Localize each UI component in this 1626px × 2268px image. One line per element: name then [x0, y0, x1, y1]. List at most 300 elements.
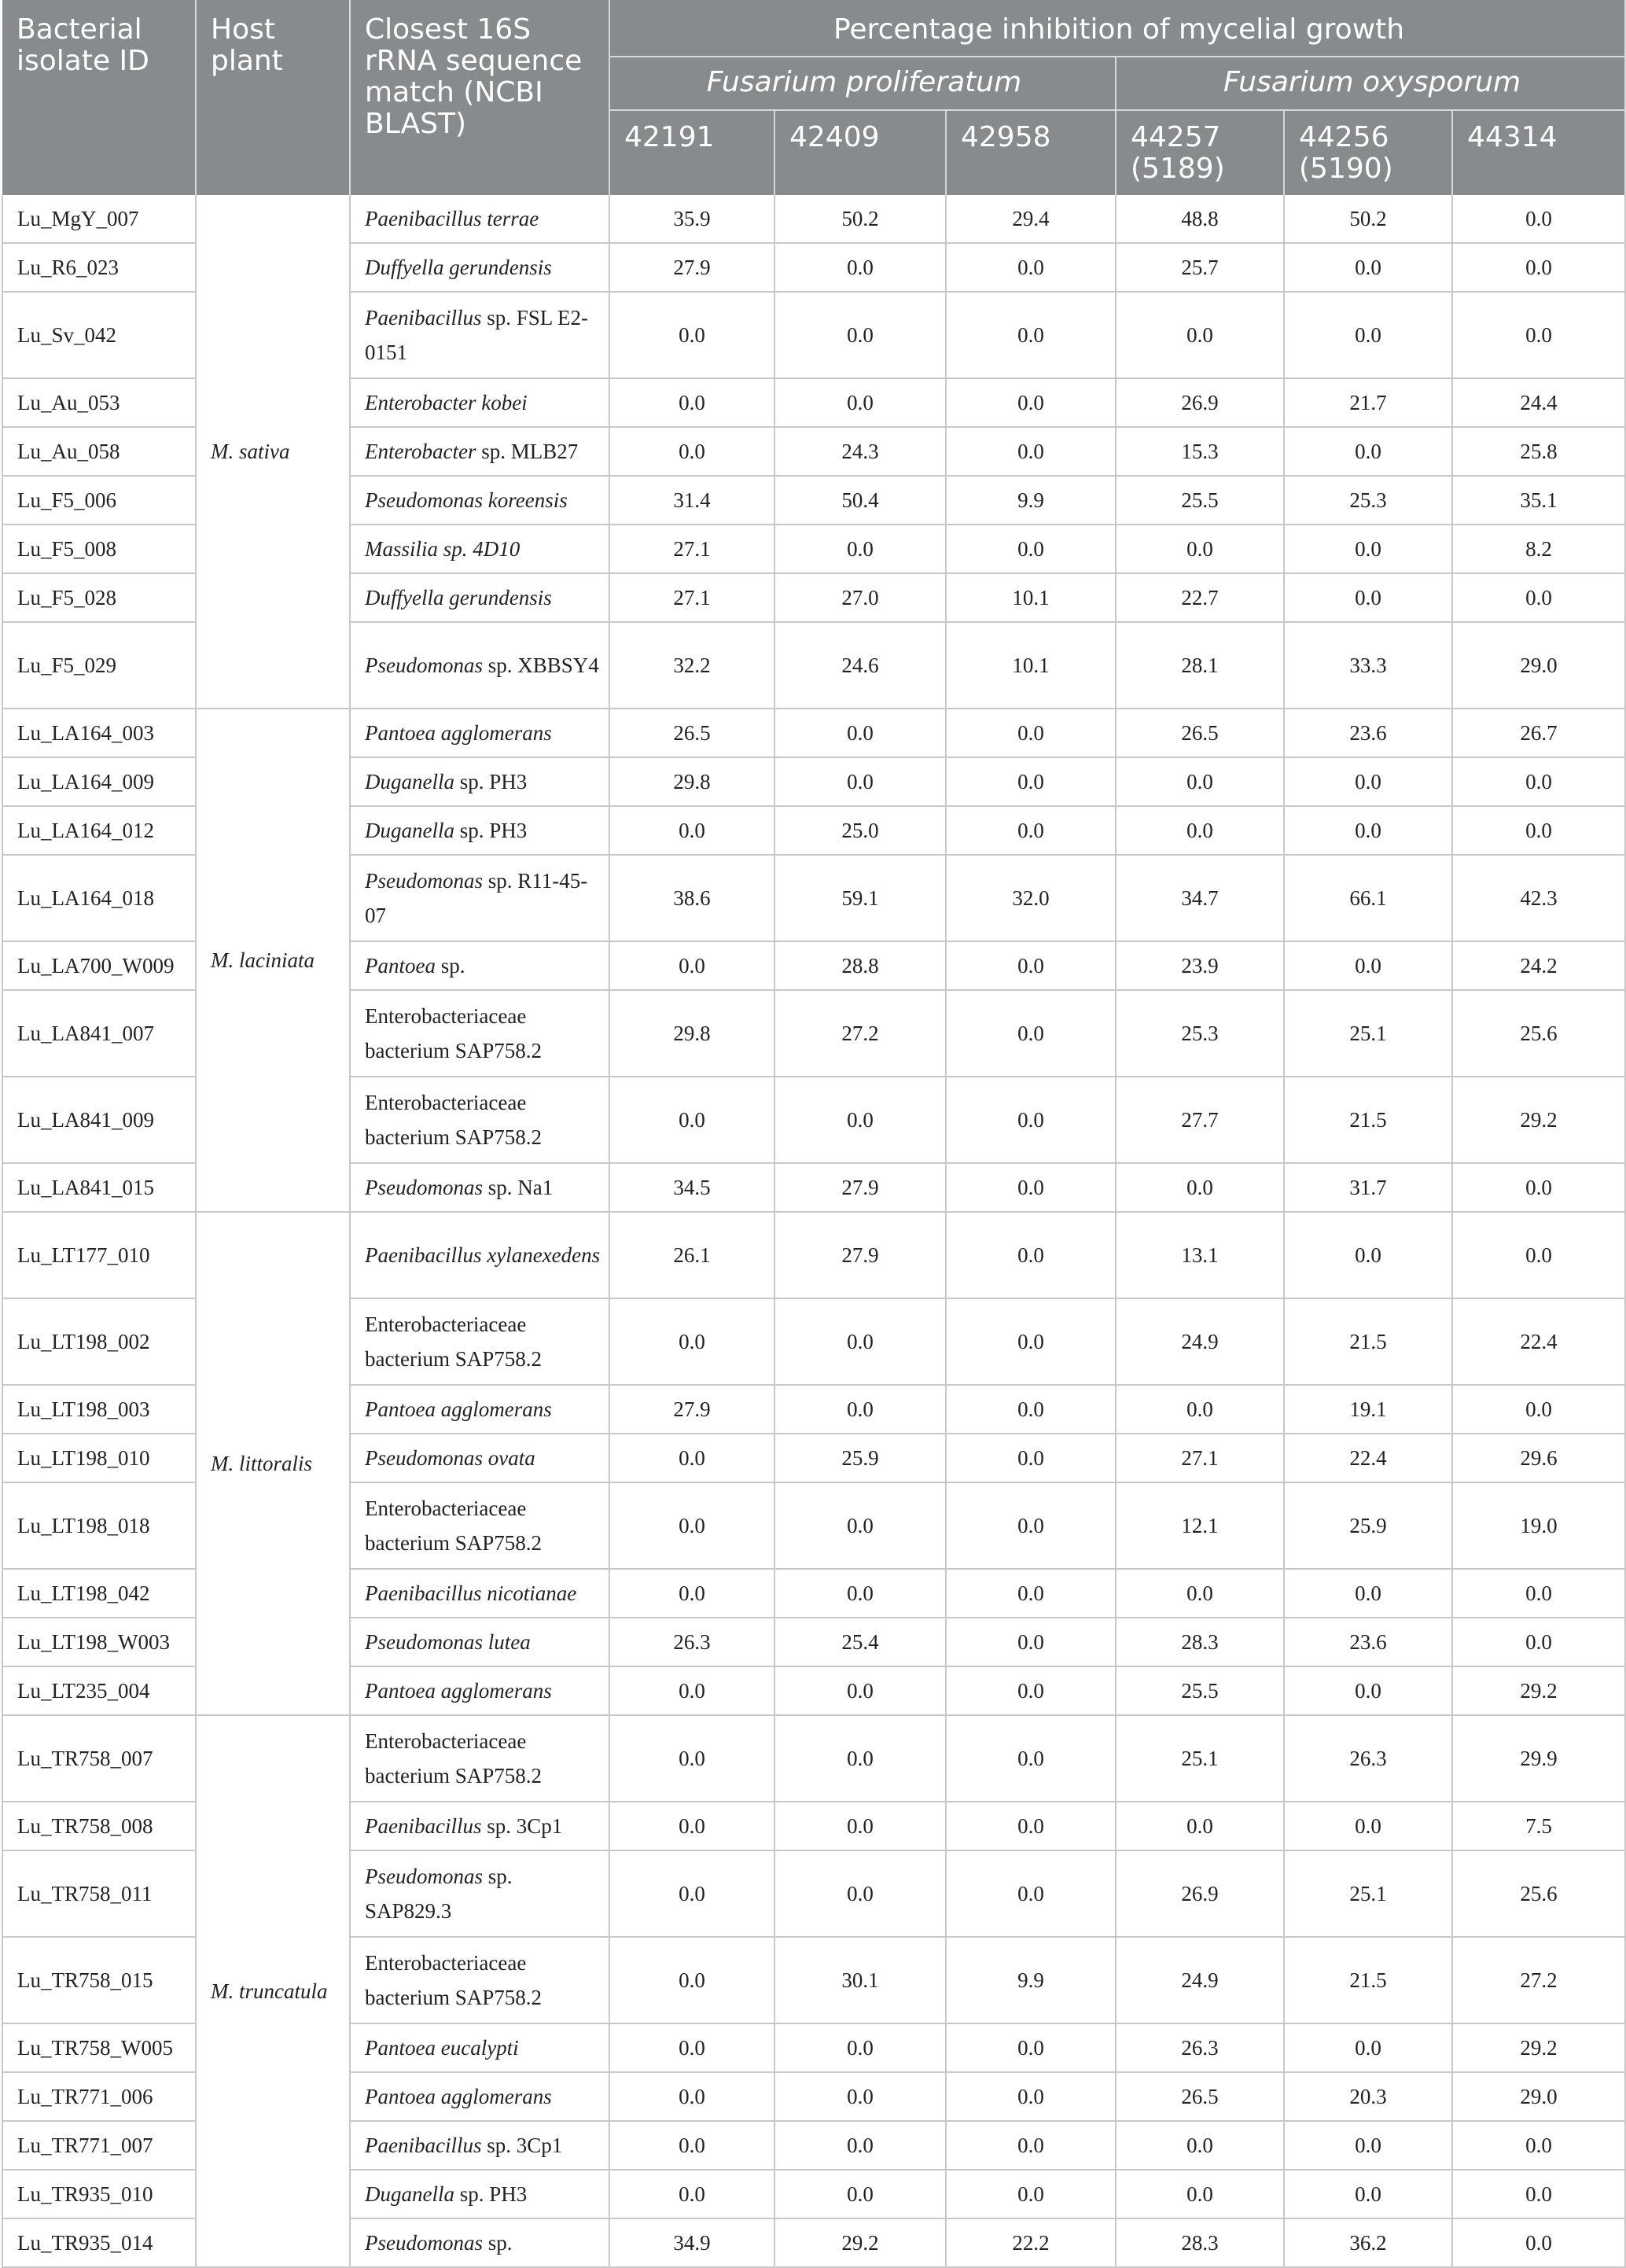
- inhibition-value-cell: 0.0: [946, 1666, 1116, 1715]
- inhibition-value-cell: 29.0: [1452, 2072, 1625, 2121]
- inhibition-value-cell: 36.2: [1284, 2218, 1452, 2267]
- inhibition-value-cell: 19.1: [1284, 1385, 1452, 1434]
- host-plant-cell: M. littoralis: [196, 1212, 350, 1715]
- inhibition-value-cell: 35.1: [1452, 476, 1625, 525]
- inhibition-value-cell: 0.0: [946, 1569, 1116, 1618]
- isolate-id-cell: Lu_F5_006: [2, 476, 196, 525]
- inhibition-value-cell: 0.0: [609, 2072, 774, 2121]
- inhibition-value-cell: 28.1: [1116, 622, 1284, 709]
- inhibition-value-cell: 0.0: [946, 2072, 1116, 2121]
- inhibition-value-cell: 27.9: [774, 1212, 946, 1298]
- inhibition-value-cell: 26.3: [1116, 2023, 1284, 2072]
- inhibition-value-cell: 34.9: [609, 2218, 774, 2267]
- inhibition-value-cell: 29.0: [1452, 622, 1625, 709]
- inhibition-value-cell: 9.9: [946, 476, 1116, 525]
- inhibition-value-cell: 24.6: [774, 622, 946, 709]
- sequence-match-cell: [350, 622, 609, 709]
- sequence-match-cell: [350, 427, 609, 476]
- inhibition-value-cell: 25.0: [774, 806, 946, 855]
- inhibition-value-cell: 0.0: [946, 709, 1116, 757]
- inhibition-value-cell: 0.0: [1452, 292, 1625, 378]
- inhibition-value-cell: 25.3: [1284, 476, 1452, 525]
- sequence-match-cell: [350, 2121, 609, 2170]
- isolate-id-cell: Lu_F5_028: [2, 573, 196, 622]
- sequence-match-cell: [350, 806, 609, 855]
- isolate-id-cell: Lu_LA164_009: [2, 757, 196, 806]
- inhibition-value-cell: 0.0: [774, 2170, 946, 2218]
- inhibition-value-cell: 0.0: [774, 709, 946, 757]
- sequence-match-cell: [350, 2072, 609, 2121]
- inhibition-value-cell: 0.0: [609, 1715, 774, 1802]
- taxon-qualifier: Enterobacteriaceae bacterium SAP758.2: [365, 1004, 542, 1062]
- header-species-oxysporum: Fusarium oxysporum: [1116, 57, 1625, 110]
- inhibition-value-cell: 27.9: [609, 1385, 774, 1434]
- inhibition-value-cell: 0.0: [1116, 806, 1284, 855]
- inhibition-value-cell: 24.9: [1116, 1298, 1284, 1385]
- inhibition-value-cell: 0.0: [1452, 1618, 1625, 1666]
- isolate-id-cell: Lu_LA164_012: [2, 806, 196, 855]
- inhibition-value-cell: 0.0: [774, 757, 946, 806]
- table-row: [2, 1715, 1625, 1802]
- inhibition-value-cell: 26.5: [1116, 2072, 1284, 2121]
- sequence-match-cell: [350, 709, 609, 757]
- inhibition-value-cell: 50.4: [774, 476, 946, 525]
- header-sequence-match: Closest 16S rRNA sequence match (NCBI BLAST): [350, 0, 609, 195]
- taxon-name: Pseudomonas: [365, 654, 483, 677]
- header-strain: 44256 (5190): [1284, 110, 1452, 195]
- isolate-id-cell: Lu_LT198_W003: [2, 1618, 196, 1666]
- inhibition-value-cell: 0.0: [774, 243, 946, 292]
- inhibition-value-cell: 0.0: [774, 2072, 946, 2121]
- inhibition-value-cell: 0.0: [946, 1298, 1116, 1385]
- inhibition-value-cell: 0.0: [609, 2023, 774, 2072]
- sequence-match-cell: [350, 1212, 609, 1298]
- inhibition-value-cell: 0.0: [946, 2023, 1116, 2072]
- inhibition-value-cell: 26.1: [609, 1212, 774, 1298]
- inhibition-value-cell: 0.0: [1116, 2121, 1284, 2170]
- inhibition-value-cell: 0.0: [946, 1163, 1116, 1212]
- inhibition-value-cell: 22.4: [1452, 1298, 1625, 1385]
- inhibition-value-cell: 0.0: [946, 427, 1116, 476]
- inhibition-value-cell: 0.0: [946, 941, 1116, 990]
- inhibition-value-cell: 0.0: [774, 378, 946, 427]
- taxon-name: Pantoea agglomerans: [365, 1679, 552, 1703]
- inhibition-value-cell: 27.2: [774, 990, 946, 1077]
- inhibition-value-cell: 0.0: [1452, 806, 1625, 855]
- inhibition-value-cell: 0.0: [609, 1937, 774, 2023]
- sequence-match-cell: [350, 757, 609, 806]
- inhibition-value-cell: 25.9: [1284, 1482, 1452, 1569]
- inhibition-value-cell: 0.0: [609, 292, 774, 378]
- inhibition-value-cell: 19.0: [1452, 1482, 1625, 1569]
- taxon-qualifier: sp.: [483, 2231, 513, 2255]
- isolate-id-cell: Lu_LA841_009: [2, 1077, 196, 1163]
- inhibition-value-cell: 21.5: [1284, 1298, 1452, 1385]
- inhibition-value-cell: 0.0: [1452, 243, 1625, 292]
- taxon-qualifier: Enterobacteriaceae bacterium SAP758.2: [365, 1951, 542, 2009]
- sequence-match-cell: [350, 941, 609, 990]
- sequence-match-cell: [350, 1077, 609, 1163]
- inhibition-value-cell: 0.0: [1452, 1385, 1625, 1434]
- isolate-id-cell: Lu_LT198_003: [2, 1385, 196, 1434]
- header-species-proliferatum: Fusarium proliferatum: [609, 57, 1116, 110]
- inhibition-value-cell: 29.2: [774, 2218, 946, 2267]
- inhibition-value-cell: 0.0: [774, 1569, 946, 1618]
- isolate-id-cell: Lu_LA164_018: [2, 855, 196, 941]
- inhibition-value-cell: 7.5: [1452, 1802, 1625, 1850]
- isolate-id-cell: Lu_LA841_007: [2, 990, 196, 1077]
- inhibition-value-cell: 23.6: [1284, 709, 1452, 757]
- isolate-id-cell: Lu_LT198_018: [2, 1482, 196, 1569]
- header-inhibition-group: Percentage inhibition of mycelial growth: [609, 0, 1625, 57]
- inhibition-value-cell: 0.0: [1284, 1212, 1452, 1298]
- inhibition-value-cell: 29.8: [609, 757, 774, 806]
- inhibition-value-cell: 10.1: [946, 622, 1116, 709]
- sequence-match-cell: [350, 1937, 609, 2023]
- taxon-name: Paenibacillus: [365, 2134, 482, 2157]
- header-strain: 44257 (5189): [1116, 110, 1284, 195]
- taxon-name: Paenibacillus terrae: [365, 207, 539, 230]
- inhibition-value-cell: 0.0: [609, 1666, 774, 1715]
- taxon-qualifier: sp. 3Cp1: [481, 2134, 563, 2157]
- inhibition-value-cell: 25.1: [1284, 1850, 1452, 1937]
- sequence-match-cell: [350, 573, 609, 622]
- isolate-id-cell: Lu_F5_029: [2, 622, 196, 709]
- inhibition-value-cell: 0.0: [1116, 1385, 1284, 1434]
- isolate-id-cell: Lu_Au_058: [2, 427, 196, 476]
- inhibition-value-cell: 0.0: [609, 427, 774, 476]
- inhibition-value-cell: 26.7: [1452, 709, 1625, 757]
- inhibition-value-cell: 29.8: [609, 990, 774, 1077]
- sequence-match-cell: [350, 1715, 609, 1802]
- table-body: [2, 195, 1625, 2267]
- inhibition-value-cell: 26.5: [609, 709, 774, 757]
- taxon-name: Duffyella gerundensis: [365, 586, 552, 609]
- inhibition-value-cell: 25.3: [1116, 990, 1284, 1077]
- taxon-qualifier: sp. PH3: [454, 770, 528, 793]
- inhibition-value-cell: 27.2: [1452, 1937, 1625, 2023]
- taxon-name: Paenibacillus: [365, 1814, 482, 1838]
- inhibition-value-cell: 28.3: [1116, 1618, 1284, 1666]
- sequence-match-cell: [350, 1385, 609, 1434]
- inhibition-value-cell: 0.0: [946, 1434, 1116, 1482]
- taxon-qualifier: Enterobacteriaceae bacterium SAP758.2: [365, 1313, 542, 1371]
- taxon-name: Duganella: [365, 770, 454, 793]
- isolate-id-cell: Lu_LA700_W009: [2, 941, 196, 990]
- inhibition-value-cell: 27.0: [774, 573, 946, 622]
- inhibition-value-cell: 26.3: [609, 1618, 774, 1666]
- taxon-qualifier: sp. MLB27: [476, 440, 579, 463]
- sequence-match-cell: [350, 2023, 609, 2072]
- inhibition-value-cell: 29.6: [1452, 1434, 1625, 1482]
- sequence-match-cell: [350, 1434, 609, 1482]
- taxon-name: Paenibacillus: [365, 306, 482, 330]
- inhibition-value-cell: 0.0: [1452, 1569, 1625, 1618]
- inhibition-value-cell: 0.0: [609, 1434, 774, 1482]
- inhibition-value-cell: 25.6: [1452, 1850, 1625, 1937]
- taxon-name: Paenibacillus xylanexedens: [365, 1243, 601, 1267]
- sequence-match-cell: [350, 1569, 609, 1618]
- taxon-qualifier: Enterobacteriaceae bacterium SAP758.2: [365, 1091, 542, 1149]
- inhibition-value-cell: 0.0: [1452, 2170, 1625, 2218]
- taxon-qualifier: sp. Na1: [483, 1176, 554, 1199]
- taxon-name: Pantoea: [365, 954, 436, 978]
- inhibition-value-cell: 34.7: [1116, 855, 1284, 941]
- taxon-qualifier: Enterobacteriaceae bacterium SAP758.2: [365, 1497, 542, 1555]
- sequence-match-cell: [350, 1618, 609, 1666]
- table-row: [2, 709, 1625, 757]
- inhibition-value-cell: 0.0: [946, 2170, 1116, 2218]
- inhibition-value-cell: 25.4: [774, 1618, 946, 1666]
- inhibition-value-cell: 25.7: [1116, 243, 1284, 292]
- taxon-name: Massilia sp. 4D10: [365, 537, 521, 561]
- taxon-name: Pantoea eucalypti: [365, 2036, 519, 2060]
- inhibition-value-cell: 29.9: [1452, 1715, 1625, 1802]
- isolate-id-cell: Lu_LT198_010: [2, 1434, 196, 1482]
- inhibition-value-cell: 0.0: [609, 806, 774, 855]
- inhibition-value-cell: 0.0: [1116, 1163, 1284, 1212]
- inhibition-value-cell: 0.0: [946, 1385, 1116, 1434]
- taxon-qualifier: Enterobacteriaceae bacterium SAP758.2: [365, 1729, 542, 1788]
- sequence-match-cell: [350, 378, 609, 427]
- sequence-match-cell: [350, 2170, 609, 2218]
- inhibition-value-cell: 0.0: [946, 806, 1116, 855]
- inhibition-value-cell: 42.3: [1452, 855, 1625, 941]
- inhibition-value-cell: 9.9: [946, 1937, 1116, 2023]
- inhibition-value-cell: 20.3: [1284, 2072, 1452, 2121]
- header-strain: 42191: [609, 110, 774, 195]
- inhibition-value-cell: 0.0: [609, 1077, 774, 1163]
- sequence-match-cell: [350, 2218, 609, 2267]
- taxon-name: Pantoea agglomerans: [365, 2085, 552, 2108]
- inhibition-value-cell: 0.0: [609, 378, 774, 427]
- isolate-id-cell: Lu_MgY_007: [2, 195, 196, 243]
- taxon-name: Enterobacter: [365, 440, 476, 463]
- sequence-match-cell: [350, 1666, 609, 1715]
- inhibition-value-cell: 0.0: [1116, 292, 1284, 378]
- taxon-qualifier: sp. FSL E2-0151: [365, 306, 588, 364]
- inhibition-value-cell: 21.5: [1284, 1937, 1452, 2023]
- inhibition-value-cell: 0.0: [774, 1077, 946, 1163]
- inhibition-value-cell: 31.4: [609, 476, 774, 525]
- inhibition-value-cell: 0.0: [1284, 573, 1452, 622]
- inhibition-value-cell: 29.4: [946, 195, 1116, 243]
- header-strain: 44314: [1452, 110, 1625, 195]
- inhibition-value-cell: 23.9: [1116, 941, 1284, 990]
- isolate-id-cell: Lu_TR758_015: [2, 1937, 196, 2023]
- inhibition-value-cell: 0.0: [609, 1802, 774, 1850]
- inhibition-value-cell: 0.0: [1116, 1802, 1284, 1850]
- isolate-id-cell: Lu_TR758_011: [2, 1850, 196, 1937]
- taxon-qualifier: sp. PH3: [454, 2182, 528, 2206]
- inhibition-value-cell: 24.2: [1452, 941, 1625, 990]
- inhibition-value-cell: 0.0: [1284, 806, 1452, 855]
- inhibition-value-cell: 0.0: [1284, 1666, 1452, 1715]
- table-row: [2, 195, 1625, 243]
- taxon-name: Paenibacillus nicotianae: [365, 1581, 577, 1605]
- inhibition-value-cell: 26.3: [1284, 1715, 1452, 1802]
- inhibition-value-cell: 27.1: [609, 525, 774, 573]
- inhibition-value-cell: 0.0: [1116, 525, 1284, 573]
- inhibition-value-cell: 34.5: [609, 1163, 774, 1212]
- isolate-id-cell: Lu_LT177_010: [2, 1212, 196, 1298]
- sequence-match-cell: [350, 1802, 609, 1850]
- inhibition-value-cell: 24.9: [1116, 1937, 1284, 2023]
- inhibition-value-cell: 0.0: [946, 757, 1116, 806]
- isolate-id-cell: Lu_LT198_042: [2, 1569, 196, 1618]
- isolate-id-cell: Lu_TR758_007: [2, 1715, 196, 1802]
- sequence-match-cell: [350, 855, 609, 941]
- isolate-id-cell: Lu_LA164_003: [2, 709, 196, 757]
- inhibition-value-cell: 0.0: [774, 1802, 946, 1850]
- inhibition-value-cell: 22.2: [946, 2218, 1116, 2267]
- inhibition-value-cell: 26.9: [1116, 1850, 1284, 1937]
- taxon-qualifier: sp. R11-45-07: [365, 869, 588, 927]
- inhibition-value-cell: 15.3: [1116, 427, 1284, 476]
- inhibition-value-cell: 0.0: [946, 378, 1116, 427]
- host-plant-cell: M. laciniata: [196, 709, 350, 1212]
- inhibition-value-cell: 0.0: [774, 1850, 946, 1937]
- taxon-qualifier: sp.: [435, 954, 465, 978]
- taxon-qualifier: sp. XBBSY4: [483, 654, 599, 677]
- inhibition-value-cell: 27.1: [1116, 1434, 1284, 1482]
- inhibition-value-cell: 0.0: [1284, 1802, 1452, 1850]
- inhibition-value-cell: 0.0: [1452, 195, 1625, 243]
- sequence-match-cell: [350, 292, 609, 378]
- inhibition-value-cell: 0.0: [1452, 1163, 1625, 1212]
- taxon-name: Pseudomonas ovata: [365, 1446, 535, 1470]
- inhibition-value-cell: 27.9: [609, 243, 774, 292]
- inhibition-value-cell: 0.0: [1452, 1212, 1625, 1298]
- inhibition-value-cell: 25.9: [774, 1434, 946, 1482]
- isolate-id-cell: Lu_TR758_W005: [2, 2023, 196, 2072]
- inhibition-value-cell: 31.7: [1284, 1163, 1452, 1212]
- inhibition-value-cell: 0.0: [774, 1715, 946, 1802]
- inhibition-value-cell: 0.0: [1284, 1569, 1452, 1618]
- inhibition-value-cell: 0.0: [946, 1618, 1116, 1666]
- sequence-match-cell: [350, 525, 609, 573]
- isolate-id-cell: Lu_LT235_004: [2, 1666, 196, 1715]
- inhibition-value-cell: 27.1: [609, 573, 774, 622]
- inhibition-value-cell: 0.0: [609, 1569, 774, 1618]
- host-plant-cell: M. sativa: [196, 195, 350, 709]
- taxon-name: Pseudomonas: [365, 1176, 483, 1199]
- inhibition-value-cell: 33.3: [1284, 622, 1452, 709]
- isolate-id-cell: Lu_TR771_007: [2, 2121, 196, 2170]
- inhibition-value-cell: 0.0: [609, 941, 774, 990]
- inhibition-value-cell: 0.0: [946, 1482, 1116, 1569]
- inhibition-value-cell: 0.0: [774, 1482, 946, 1569]
- isolate-id-cell: Lu_Sv_042: [2, 292, 196, 378]
- inhibition-value-cell: 0.0: [1284, 2023, 1452, 2072]
- inhibition-value-cell: 0.0: [774, 2121, 946, 2170]
- inhibition-value-cell: 0.0: [1284, 757, 1452, 806]
- inhibition-value-cell: 25.5: [1116, 1666, 1284, 1715]
- isolate-id-cell: Lu_F5_008: [2, 525, 196, 573]
- inhibition-value-cell: 0.0: [946, 525, 1116, 573]
- taxon-name: Enterobacter kobei: [365, 391, 528, 414]
- inhibition-value-cell: 21.5: [1284, 1077, 1452, 1163]
- inhibition-value-cell: 32.0: [946, 855, 1116, 941]
- taxon-name: Duganella: [365, 2182, 454, 2206]
- table-header: [2, 0, 1625, 195]
- inhibition-table: [2, 0, 1626, 2268]
- inhibition-value-cell: 0.0: [1284, 941, 1452, 990]
- inhibition-value-cell: 35.9: [609, 195, 774, 243]
- sequence-match-cell: [350, 1298, 609, 1385]
- inhibition-value-cell: 0.0: [1284, 427, 1452, 476]
- inhibition-value-cell: 25.8: [1452, 427, 1625, 476]
- sequence-match-cell: [350, 195, 609, 243]
- inhibition-value-cell: 0.0: [609, 2170, 774, 2218]
- taxon-name: Pseudomonas: [365, 2231, 483, 2255]
- inhibition-value-cell: 0.0: [1452, 573, 1625, 622]
- inhibition-value-cell: 0.0: [609, 1850, 774, 1937]
- inhibition-value-cell: 0.0: [1116, 2170, 1284, 2218]
- inhibition-value-cell: 0.0: [946, 1850, 1116, 1937]
- sequence-match-cell: [350, 1850, 609, 1937]
- inhibition-value-cell: 0.0: [774, 2023, 946, 2072]
- inhibition-value-cell: 0.0: [609, 1298, 774, 1385]
- inhibition-value-cell: 23.6: [1284, 1618, 1452, 1666]
- inhibition-value-cell: 22.7: [1116, 573, 1284, 622]
- header-isolate-id: Bacterial isolate ID: [2, 0, 196, 195]
- inhibition-value-cell: 0.0: [946, 1212, 1116, 1298]
- inhibition-value-cell: 0.0: [1116, 757, 1284, 806]
- inhibition-value-cell: 28.8: [774, 941, 946, 990]
- inhibition-value-cell: 0.0: [774, 525, 946, 573]
- inhibition-value-cell: 0.0: [774, 292, 946, 378]
- taxon-name: Pseudomonas: [365, 869, 483, 893]
- inhibition-value-cell: 24.3: [774, 427, 946, 476]
- inhibition-value-cell: 13.1: [1116, 1212, 1284, 1298]
- inhibition-value-cell: 0.0: [946, 292, 1116, 378]
- isolate-id-cell: Lu_TR771_006: [2, 2072, 196, 2121]
- taxon-name: Duffyella gerundensis: [365, 256, 552, 279]
- inhibition-value-cell: 0.0: [1284, 2170, 1452, 2218]
- inhibition-value-cell: 0.0: [1284, 2121, 1452, 2170]
- inhibition-value-cell: 0.0: [946, 2121, 1116, 2170]
- sequence-match-cell: [350, 1163, 609, 1212]
- inhibition-value-cell: 0.0: [1452, 757, 1625, 806]
- host-plant-cell: M. truncatula: [196, 1715, 350, 2267]
- taxon-name: Duganella: [365, 819, 454, 842]
- sequence-match-cell: [350, 1482, 609, 1569]
- inhibition-value-cell: 28.3: [1116, 2218, 1284, 2267]
- taxon-name: Pseudomonas lutea: [365, 1630, 531, 1654]
- inhibition-value-cell: 59.1: [774, 855, 946, 941]
- taxon-name: Pseudomonas: [365, 1865, 483, 1888]
- inhibition-value-cell: 27.7: [1116, 1077, 1284, 1163]
- inhibition-value-cell: 0.0: [774, 1666, 946, 1715]
- inhibition-value-cell: 0.0: [946, 1802, 1116, 1850]
- taxon-qualifier: sp. PH3: [454, 819, 528, 842]
- inhibition-value-cell: 0.0: [946, 990, 1116, 1077]
- inhibition-value-cell: 66.1: [1284, 855, 1452, 941]
- inhibition-value-cell: 0.0: [946, 1077, 1116, 1163]
- inhibition-value-cell: 0.0: [946, 1715, 1116, 1802]
- inhibition-value-cell: 0.0: [1284, 525, 1452, 573]
- inhibition-value-cell: 25.6: [1452, 990, 1625, 1077]
- inhibition-value-cell: 22.4: [1284, 1434, 1452, 1482]
- isolate-id-cell: Lu_LT198_002: [2, 1298, 196, 1385]
- sequence-match-cell: [350, 476, 609, 525]
- taxon-qualifier: sp. SAP829.3: [365, 1865, 513, 1923]
- inhibition-value-cell: 0.0: [609, 2121, 774, 2170]
- inhibition-value-cell: 25.1: [1116, 1715, 1284, 1802]
- inhibition-value-cell: 0.0: [1116, 1569, 1284, 1618]
- inhibition-value-cell: 0.0: [1284, 243, 1452, 292]
